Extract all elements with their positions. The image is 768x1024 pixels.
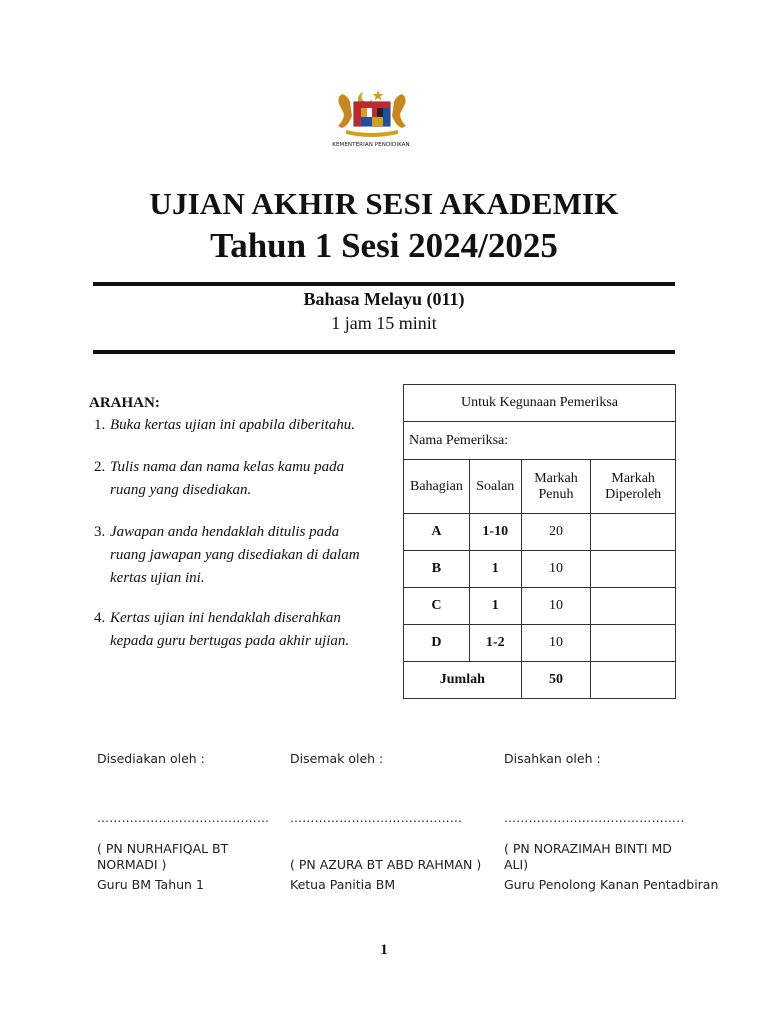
reviewer-name: ( PN AZURA BT ABD RAHMAN ) bbox=[290, 857, 482, 872]
cell-full-mark: 10 bbox=[521, 551, 591, 588]
cell-full-mark: 20 bbox=[521, 514, 591, 551]
preparer-name-line: ( PN NURHAFIQAL BT bbox=[97, 841, 229, 856]
exam-duration: 1 jam 15 minit bbox=[331, 313, 437, 333]
cell-question: 1-10 bbox=[469, 514, 521, 551]
cell-section: A bbox=[404, 514, 470, 551]
total-label: Jumlah bbox=[404, 662, 522, 699]
exam-title: UJIAN AKHIR SESI AKADEMIK bbox=[149, 186, 619, 221]
cell-section: C bbox=[404, 588, 470, 625]
ministry-label: KEMENTERIAN PENDIDIKAN bbox=[332, 142, 410, 148]
instruction-number: 4. bbox=[94, 610, 106, 626]
exam-subtitle: Tahun 1 Sesi 2024/2025 bbox=[210, 226, 558, 265]
prepared-by-label: Disediakan oleh : bbox=[97, 751, 205, 766]
instruction-item bbox=[94, 456, 394, 502]
subject-title: Bahasa Melayu (011) bbox=[303, 289, 465, 309]
instruction-line: kertas ujian ini. bbox=[110, 570, 205, 586]
cell-question: 1-2 bbox=[469, 625, 521, 662]
page-number: 1 bbox=[380, 942, 388, 958]
instruction-line: kepada guru bertugas pada akhir ujian. bbox=[110, 633, 350, 649]
cell-question: 1 bbox=[469, 551, 521, 588]
cell-section: B bbox=[404, 551, 470, 588]
header-obtained-line: Markah bbox=[611, 470, 655, 486]
instruction-line: ruang jawapan yang disediakan di dalam bbox=[110, 547, 360, 563]
header-full-mark bbox=[521, 460, 591, 514]
instruction-line: ruang yang disediakan. bbox=[110, 482, 252, 498]
coat-of-arms-icon bbox=[332, 86, 412, 138]
signature-line: …………………………………… bbox=[97, 811, 270, 825]
header-obtained-line: Diperoleh bbox=[605, 486, 662, 502]
approver-name bbox=[504, 841, 704, 873]
preparer-name bbox=[97, 841, 277, 873]
approved-by-label: Disahkan oleh : bbox=[504, 751, 601, 766]
instruction-number: 3. bbox=[94, 524, 106, 540]
instruction-line: Buka kertas ujian ini apabila diberitahu. bbox=[110, 417, 355, 433]
cell-obtained-mark bbox=[591, 625, 676, 662]
total-value: 50 bbox=[521, 662, 591, 699]
header-question: Soalan bbox=[469, 460, 521, 514]
divider-bottom bbox=[93, 350, 675, 354]
approver-role: Guru Penolong Kanan Pentadbiran bbox=[504, 877, 719, 892]
cell-full-mark: 10 bbox=[521, 588, 591, 625]
instruction-line: Jawapan anda hendaklah ditulis pada bbox=[110, 524, 340, 540]
instruction-number: 2. bbox=[94, 459, 106, 475]
instruction-line: Kertas ujian ini hendaklah diserahkan bbox=[110, 610, 341, 626]
instruction-item bbox=[94, 414, 394, 437]
examiner-table bbox=[403, 384, 676, 699]
header-section: Bahagian bbox=[404, 460, 470, 514]
cell-obtained-mark bbox=[591, 588, 676, 625]
cell-obtained-mark bbox=[591, 514, 676, 551]
reviewed-by-label: Disemak oleh : bbox=[290, 751, 384, 766]
table-row bbox=[404, 551, 676, 588]
header-full-mark-line: Penuh bbox=[538, 486, 574, 502]
header-obtained-mark bbox=[591, 460, 676, 514]
cell-full-mark: 10 bbox=[521, 625, 591, 662]
examiner-table-title: Untuk Kegunaan Pemeriksa bbox=[404, 385, 676, 422]
signature-line: …………………………………… bbox=[290, 811, 463, 825]
instruction-line: Tulis nama dan nama kelas kamu pada bbox=[110, 459, 345, 475]
approver-name-line: ALI) bbox=[504, 857, 529, 872]
reviewer-role: Ketua Panitia BM bbox=[290, 877, 396, 892]
preparer-role: Guru BM Tahun 1 bbox=[97, 877, 204, 892]
cell-section: D bbox=[404, 625, 470, 662]
table-total-row bbox=[404, 662, 676, 699]
instructions-heading: ARAHAN: bbox=[89, 395, 160, 411]
examiner-name-field: Nama Pemeriksa: bbox=[404, 422, 676, 460]
instruction-item bbox=[94, 521, 394, 590]
total-obtained bbox=[591, 662, 676, 699]
approver-name-line: ( PN NORAZIMAH BINTI MD bbox=[504, 841, 672, 856]
cell-obtained-mark bbox=[591, 551, 676, 588]
cell-question: 1 bbox=[469, 588, 521, 625]
table-row bbox=[404, 625, 676, 662]
table-row bbox=[404, 514, 676, 551]
table-row bbox=[404, 588, 676, 625]
instruction-item bbox=[94, 607, 394, 653]
divider-top bbox=[93, 282, 675, 286]
signature-line: …………………………………….. bbox=[504, 811, 685, 825]
instruction-number: 1. bbox=[94, 417, 106, 433]
header-full-mark-line: Markah bbox=[534, 470, 578, 486]
preparer-name-line: NORMADI ) bbox=[97, 857, 167, 872]
